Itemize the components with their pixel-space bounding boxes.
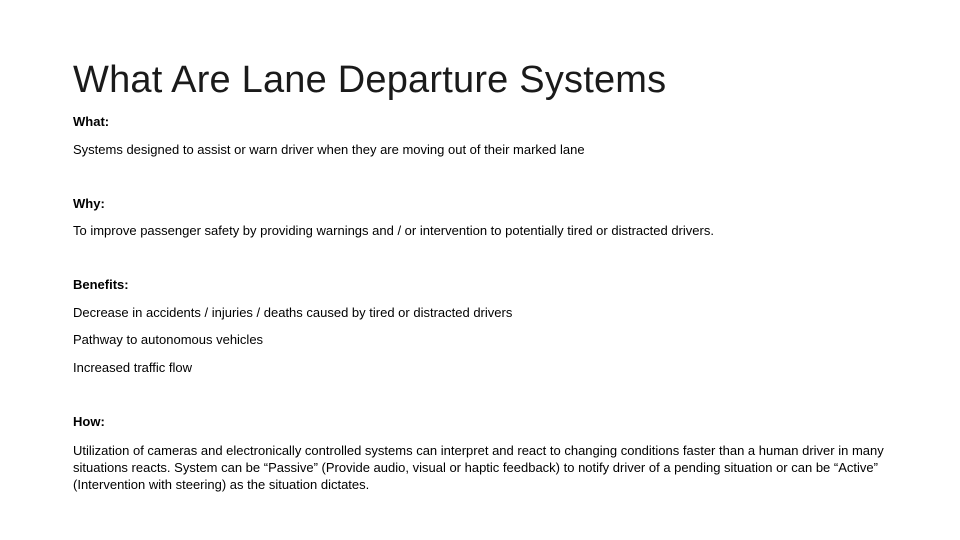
what-text: Systems designed to assist or warn driver when they are moving out of their marked lane	[73, 142, 585, 157]
what-heading: What:	[73, 114, 110, 129]
benefit-item: Decrease in accidents / injuries / deaths caused by tired or distracted drivers	[73, 305, 513, 320]
why-text: To improve passenger safety by providing warnings and / or intervention to potentially tired or distracted drivers.	[73, 223, 714, 238]
slide-title: What Are Lane Departure Systems	[73, 59, 667, 101]
why-heading: Why:	[73, 196, 105, 211]
benefit-item: Pathway to autonomous vehicles	[73, 332, 264, 347]
how-text: Utilization of cameras and electronically controlled systems can interpret and react to changing conditions faster than a human driver in many situations reacts. System can be “Passive” (Provide audio, visual or haptic feedback) to notify driver of a pending situation or can be “Active” (Intervention with steering) as the situation dictates.	[73, 443, 884, 492]
benefit-item: Increased traffic flow	[73, 360, 192, 375]
how-heading: How:	[73, 414, 105, 429]
benefits-heading: Benefits:	[73, 277, 129, 292]
